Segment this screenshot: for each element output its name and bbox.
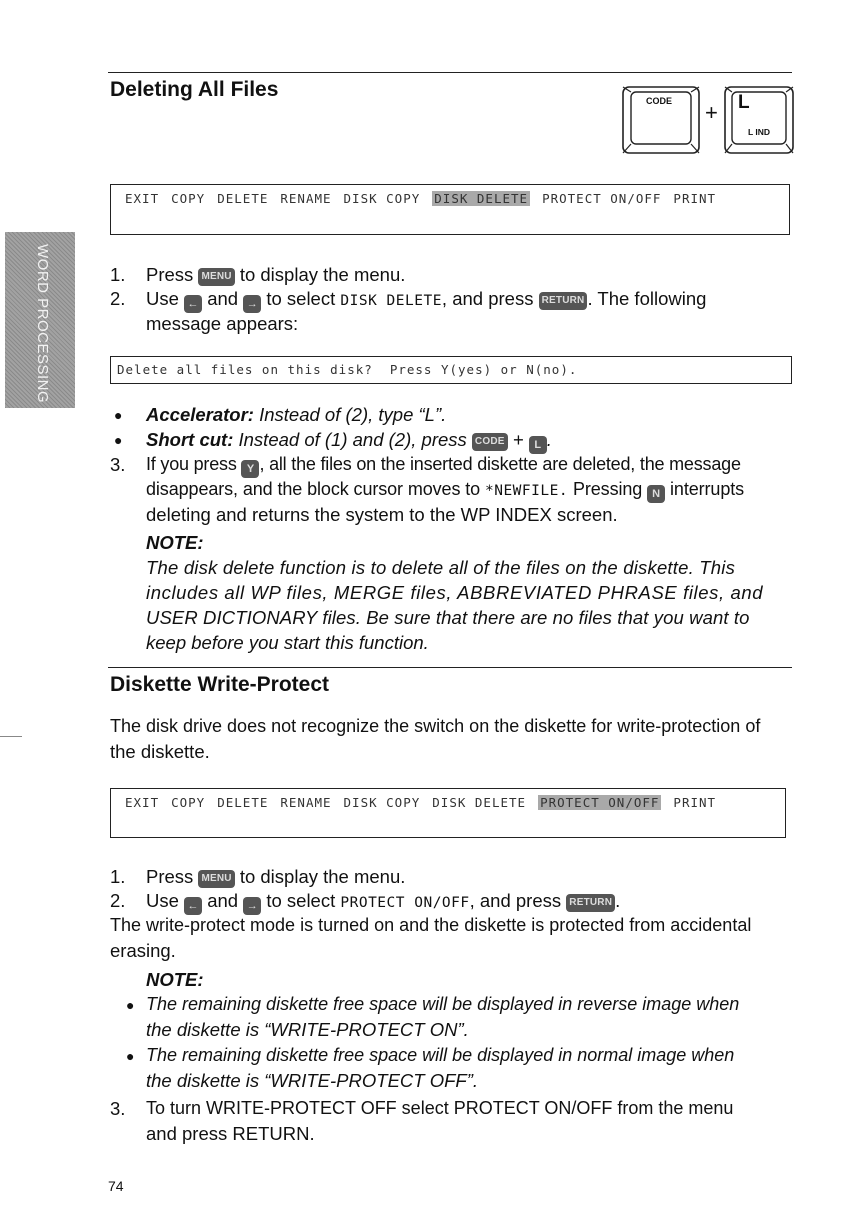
menu-item-copy: COPY [171, 795, 206, 810]
result-line: The write-protect mode is turned on and the diskette is protected from accidental [110, 915, 752, 935]
n-key: N [647, 485, 665, 503]
note-line: the diskette is “WRITE-PROTECT OFF”. [146, 1070, 478, 1091]
menu-item-copy: COPY [171, 191, 206, 206]
step-text: to select [266, 288, 336, 309]
step-number: 2. [110, 288, 126, 309]
step-text: Press [146, 264, 194, 285]
return-key: RETURN [566, 894, 615, 912]
step-text: Press [146, 866, 194, 887]
step-text: Use [146, 890, 179, 911]
l-key-label: L [738, 92, 750, 113]
note-label: NOTE: [146, 532, 204, 553]
code-text: PROTECT ON/OFF [340, 895, 470, 911]
menu-item-disk-copy: DISK COPY [343, 795, 421, 810]
step-text: to display the menu. [239, 264, 406, 285]
step-text: to select [266, 890, 336, 911]
step-number: 1. [110, 866, 126, 887]
bullet-icon: ● [126, 1048, 135, 1064]
menu-item-print: PRINT [673, 795, 717, 810]
section-side-tab [5, 232, 75, 408]
left-arrow-key-icon: ← [184, 897, 202, 915]
note-label: NOTE: [146, 969, 204, 990]
menu-item-exit: EXIT [125, 191, 160, 206]
step-text: If you press [146, 454, 237, 474]
menu-item-rename: RENAME [280, 191, 332, 206]
return-key: RETURN [539, 292, 588, 310]
step-text: and [207, 288, 239, 309]
menu-screen-disk-delete [110, 184, 790, 235]
step-text: and [207, 890, 239, 911]
result-line: erasing. [110, 940, 176, 961]
accelerator-label: Accelerator: [146, 404, 254, 425]
step-text: Pressing [572, 479, 643, 499]
note-line: The remaining diskette free space will be displayed in reverse image when [146, 994, 740, 1014]
y-key: Y [241, 460, 259, 478]
accelerator-text: Instead of (2), type “L”. [259, 404, 447, 425]
menu-screen-protect [110, 788, 786, 838]
step-text: Use [146, 288, 179, 309]
note-line: includes all WP files, MERGE files, ABBREVIATED PHRASE files, and [146, 582, 764, 603]
note-line: The disk delete function is to delete all of the files on the diskette. This [146, 557, 736, 578]
menu-item-delete: DELETE [217, 795, 269, 810]
intro-line: the diskette. [110, 741, 210, 762]
note-block-2 [146, 967, 796, 992]
step-number: 2. [110, 890, 126, 911]
message-box [110, 356, 792, 384]
menu-item-print: PRINT [673, 191, 717, 206]
side-tab-label: WORD PROCESSING [34, 244, 51, 404]
code-key-label: CODE [646, 96, 673, 106]
code-text: *NEWFILE. [484, 483, 569, 499]
menu-item-protect: PROTECT ON/OFF [542, 191, 662, 206]
step-text: message appears: [146, 313, 299, 334]
page-number: 74 [108, 1178, 124, 1194]
shortcut-label: Short cut: [146, 429, 234, 450]
menu-key: MENU [198, 870, 234, 888]
l-key-sublabel: L IND [748, 127, 771, 137]
plus-sign: + [512, 429, 524, 450]
step-text: . [615, 890, 621, 911]
code-text: DISK DELETE [340, 293, 442, 309]
note-line: The remaining diskette free space will be displayed in normal image when [146, 1045, 735, 1065]
right-arrow-key-icon: → [243, 295, 261, 313]
right-arrow-key-icon: → [243, 897, 261, 915]
step-text: disappears, and the block cursor moves to [146, 479, 481, 499]
menu-item-disk-delete: DISK DELETE [432, 795, 527, 810]
step-number: 3. [110, 1098, 126, 1119]
margin-mark [0, 736, 22, 737]
menu-item-disk-copy: DISK COPY [343, 191, 421, 206]
code-l-key-combo-illustration [622, 86, 794, 156]
write-protect-result [110, 913, 800, 963]
step-text: and press RETURN. [146, 1123, 315, 1144]
menu-item-disk-delete-highlighted: DISK DELETE [434, 191, 529, 206]
menu-bar [125, 191, 728, 206]
menu-item-exit: EXIT [125, 795, 160, 810]
step-number: 1. [110, 264, 126, 285]
delete-prompt-message: Delete all files on this disk? Press Y(yes) or N(no). [117, 362, 578, 377]
code-key: CODE [472, 433, 508, 451]
section-title-write-protect: Diskette Write-Protect [110, 673, 330, 696]
step-text: . The following [587, 288, 707, 309]
step-text: , all the files on the inserted diskette are deleted, the message [259, 454, 741, 474]
step-text: , and press [441, 288, 534, 309]
menu-key: MENU [198, 268, 234, 286]
shortcut-text: Instead of (1) and (2), press [238, 429, 467, 450]
note-line: USER DICTIONARY files. Be sure that there are no files that you want to [146, 607, 750, 628]
l-key: L [529, 436, 547, 454]
bullet-icon: ● [126, 997, 135, 1013]
write-protect-intro [110, 714, 800, 764]
note-line: the diskette is “WRITE-PROTECT ON”. [146, 1019, 469, 1040]
section-rule-top [108, 72, 792, 73]
left-arrow-key-icon: ← [184, 295, 202, 313]
menu-item-rename: RENAME [280, 795, 332, 810]
section-rule-2 [108, 667, 792, 668]
bullet-icon: ● [114, 432, 123, 448]
plus-sign: + [705, 100, 718, 125]
menu-item-delete: DELETE [217, 191, 269, 206]
step-text: , and press [469, 890, 562, 911]
section-title-deleting-all-files: Deleting All Files [110, 78, 279, 101]
step-text: To turn WRITE-PROTECT OFF select PROTECT ON/OFF from the menu [146, 1098, 734, 1118]
step-number: 3. [110, 454, 126, 475]
note-line: keep before you start this function. [146, 632, 429, 653]
intro-line: The disk drive does not recognize the switch on the diskette for write-protection of [110, 716, 761, 736]
menu-bar [125, 795, 728, 810]
note-block-1 [146, 530, 796, 655]
menu-item-protect-highlighted: PROTECT ON/OFF [540, 795, 660, 810]
step-text: interrupts [670, 479, 745, 499]
step-text: deleting and returns the system to the WP INDEX screen. [146, 504, 618, 525]
step-text: to display the menu. [239, 866, 406, 887]
shortcut-text: . [546, 429, 552, 450]
bullet-icon: ● [114, 407, 123, 423]
